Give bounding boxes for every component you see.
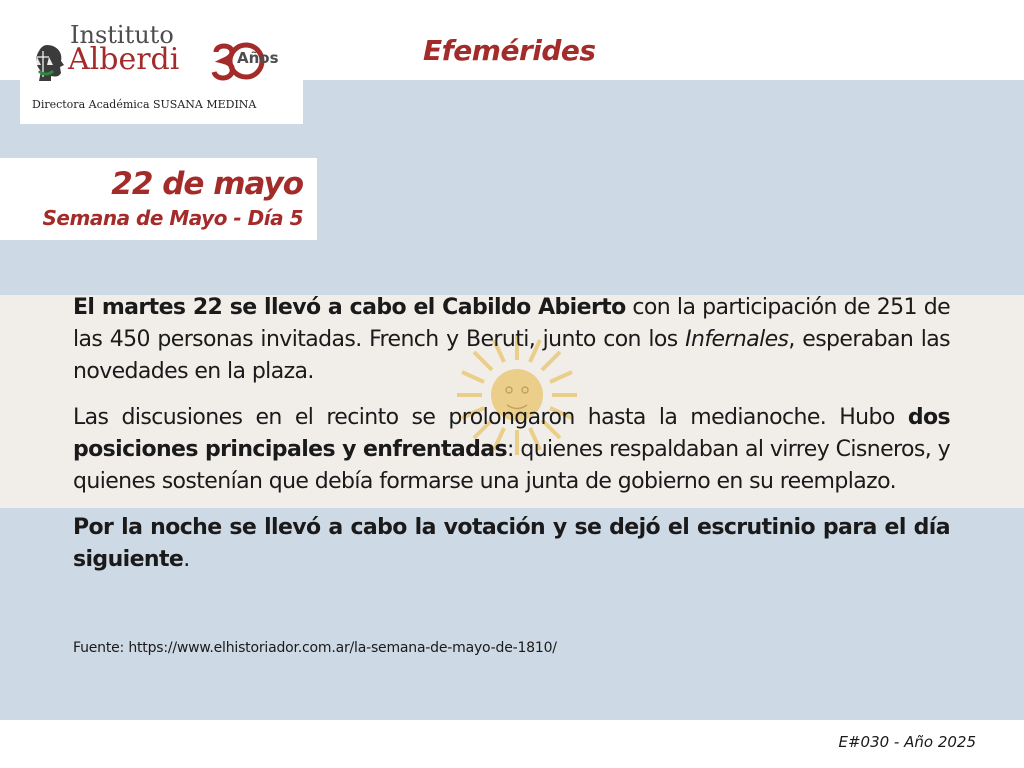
paragraph-2 [73, 402, 950, 498]
page-title: Efemérides [423, 34, 596, 67]
date-box [0, 158, 317, 240]
paragraph-2-text: Las discusiones en el recinto se prolongaron hasta la medianoche. Hubo [73, 405, 908, 430]
paragraph-3-bold: Por la noche se llevó a cabo la votación y se dejó el escrutinio para el día siguiente [73, 515, 950, 572]
paragraph-2-bold: dos posiciones principales y enfrentadas [73, 405, 950, 462]
source-citation: Fuente: https://www.elhistoriador.com.ar/la-semana-de-mayo-de-1810/ [73, 640, 557, 656]
profile-scales-icon [33, 43, 67, 81]
director-line: Directora Académica SUSANA MEDINA [32, 98, 257, 111]
paragraph-1-text: con la participación de 251 de las 450 personas invitadas. French y Beruti, junto con los [73, 295, 950, 352]
paragraph-1 [73, 292, 950, 388]
footer-code: E#030 - Año 2025 [838, 733, 976, 751]
paragraph-1-end: , esperaban las novedades en la plaza. [73, 327, 951, 384]
main-text [73, 292, 950, 590]
date-subheading: Semana de Mayo - Día 5 [42, 206, 303, 230]
paragraph-1-italic: Infernales [685, 327, 789, 352]
date-heading: 22 de mayo [111, 166, 303, 202]
logo-text-alberdi: Alberdi [68, 42, 180, 77]
paragraph-2-end: : quienes respaldaban al virrey Cisneros, y quienes sostenían que debía formarse una junta de gobierno en su reemplazo. [73, 437, 950, 494]
paragraph-3 [73, 512, 950, 576]
logo-text-instituto: Instituto [70, 21, 174, 49]
anniversary-label: Años [237, 49, 279, 67]
institute-logo [20, 18, 303, 124]
paragraph-1-bold: El martes 22 se llevó a cabo el Cabildo Abierto [73, 295, 626, 320]
paragraph-3-end: . [183, 547, 190, 572]
